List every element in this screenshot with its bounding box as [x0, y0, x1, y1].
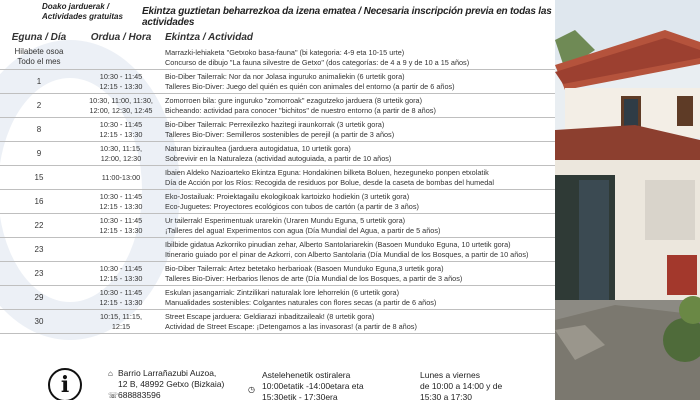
activity-line: Eskulan jasangarriak: Zintzilikari naturalak lore lehorrekin (6 urtetik gora)	[165, 288, 400, 297]
activity-line: Eco-Juguetes: Proyectores ecológicos con tubos de cartón (a partir de 3 años)	[165, 201, 419, 211]
table-row	[0, 94, 555, 118]
row-activity	[165, 168, 555, 187]
table-row	[0, 310, 555, 334]
schedule-es-line: 15:30 a 17:30	[420, 392, 472, 400]
table-row	[0, 190, 555, 214]
table-row	[0, 214, 555, 238]
table-row	[0, 286, 555, 310]
schedule-eu-line: 15:30etik - 17:30era	[262, 392, 338, 400]
row-day: 2	[36, 101, 42, 110]
row-activity	[165, 240, 555, 259]
activity-line: Eko-Jostailuak: Proiektagailu ekologikoak kartoizko hodiekin (3 urtetik gora)	[165, 192, 410, 201]
row-time: 10:30 - 11:45 12:15 - 13:30	[99, 120, 143, 139]
table-row	[0, 70, 555, 94]
activity-line: Ur tailerrak! Esperimentuak urarekin (Uraren Mundu Eguna, 5 urtetik gora)	[165, 216, 406, 225]
schedule-es-line: Lunes a viernes	[420, 370, 481, 380]
row-day: 23	[34, 245, 44, 254]
address-street: Barrio Larrañazubi Auzoa,	[118, 368, 217, 378]
row-activity	[165, 216, 555, 235]
registration-headline: Ekintza guztietan beharrezkoa da izena ematea / Necesaria inscripción previa en todas las actividades	[142, 6, 552, 28]
row-time: 10:30, 11:00, 11:30, 12:00, 12:30, 12:45	[89, 96, 153, 115]
activity-line: Bicheando: actividad para conocer "bichitos" de nuestro entorno (a partir de 8 años)	[165, 105, 436, 115]
activity-line: Bio-Diber Tailerrak: Perrexilezko hazitegi iraunkorrak (3 urtetik gora)	[165, 120, 385, 129]
building-photo-illustration	[555, 0, 700, 400]
building-photo	[555, 0, 700, 400]
row-time: 10:30 - 11:45 12:15 - 13:30	[99, 216, 143, 235]
row-time: 10:15, 11:15, 12:15	[99, 312, 143, 331]
activity-line: Talleres Bio-Diver: Semilleros sostenibles de perejil (a partir de 3 años)	[165, 129, 395, 139]
row-time: 10:30, 11:15, 12:00, 12:30	[99, 144, 143, 163]
row-activity	[165, 96, 555, 115]
activity-line: Sobrevivir en la Naturaleza (actividad autoguiada, a partir de 10 años)	[165, 153, 392, 163]
table-row	[0, 262, 555, 286]
info-icon: i	[48, 368, 82, 400]
table-row	[0, 238, 555, 262]
schedule-es	[420, 370, 502, 400]
table-row	[0, 118, 555, 142]
schedule-es-line: de 10:00 a 14:00 y de	[420, 381, 503, 391]
address-city: 12 B, 48992 Getxo (Bizkaia)	[118, 379, 225, 389]
activity-line: ¡Talleres del agua! Experimentos con agua (Día Mundial del Agua, a partir de 5 años)	[165, 225, 441, 235]
home-icon: ⌂	[108, 369, 113, 378]
activity-line: Bio-Diber Tailerrak: Artez betetako herbarioak (Basoen Munduko Eguna,3 urtetik gora)	[165, 264, 444, 273]
row-time: 10:30 - 11:45 12:15 - 13:30	[99, 288, 143, 307]
row-day: 15	[34, 173, 44, 182]
row-time: 11:00-13:00	[101, 173, 141, 182]
note-line-2: Actividades gratuitas	[42, 12, 123, 21]
row-activity	[165, 144, 555, 163]
table-row	[0, 166, 555, 190]
column-day: Eguna / Día	[11, 32, 67, 43]
row-day: 22	[34, 221, 44, 230]
activity-line: Marrazki-lehiaketa "Getxoko basa-fauna" (bi kategoria: 4-9 eta 10-15 urte)	[165, 48, 405, 57]
activity-line: Street Escape jarduera: Geldiarazi inbaditzaileak! (8 urtetik gora)	[165, 312, 375, 321]
column-activity: Ekintza / Actividad	[165, 32, 253, 43]
activity-line: Concurso de dibujo "La fauna silvestre de Getxo" (dos categorías: de 4 a 9 y de 10 a 15 años)	[165, 57, 470, 67]
phone-number[interactable]: 688883596	[118, 390, 161, 400]
activity-line: Bio-Diber Tailerrak: Nor da nor Jolasa inguruko animaliekin (6 urtetik gora)	[165, 72, 405, 81]
schedule-eu	[248, 370, 364, 400]
activity-line: Actividad de Street Escape: ¡Detengamos a las invasoras! (a partir de 8 años)	[165, 321, 417, 331]
row-activity	[165, 288, 555, 307]
activity-line: Naturan biziraultea (jarduera autogidatua, 10 urtetik gora)	[165, 144, 351, 153]
activity-line: Día de Acción por los Ríos: Recogida de residuos por Bolue, desde la caseta de bombas del humedal	[165, 177, 494, 187]
row-day: 30	[34, 317, 44, 326]
row-time: 10:30 - 11:45 12:15 - 13:30	[99, 72, 143, 91]
row-day: 8	[36, 125, 42, 134]
row-day: 29	[34, 293, 44, 302]
row-day: Hilabete osoa Todo el mes	[14, 47, 64, 66]
address-block	[108, 368, 224, 400]
activity-line: Ibaien Aldeko Nazioarteko Ekintza Eguna: Hondakinen bilketa Boluen, hezegunekо ponpen etxolatik	[165, 168, 489, 177]
activity-line: Manualidades sostenibles: Colgantes naturales con flores secas (a partir de 6 años)	[165, 297, 437, 307]
row-day: 9	[36, 149, 42, 158]
row-time: 10:30 - 11:45 12:15 - 13:30	[99, 192, 143, 211]
row-activity	[165, 192, 555, 211]
activity-line: Zomorroen bila: gure inguruko "zomorroak" ezagutzeko jarduera (8 urtetik gora)	[165, 96, 423, 105]
address-line	[108, 368, 224, 379]
schedule-eu-line: Astelehenetik ostiralera	[262, 370, 351, 380]
row-day: 23	[34, 269, 44, 278]
phone-line[interactable]	[108, 390, 224, 400]
contact-footer	[0, 360, 555, 400]
row-activity	[165, 72, 555, 91]
row-activity	[165, 120, 555, 139]
phone-icon: ☏	[108, 391, 119, 400]
schedule-eu-line: 10:00etatik -14:00etara eta	[262, 381, 364, 391]
row-activity	[165, 312, 555, 331]
clock-icon: ◷	[248, 385, 255, 394]
free-activities-note	[42, 2, 123, 22]
column-time: Ordua / Hora	[90, 32, 152, 43]
row-time: 10:30 - 11:45 12:15 - 13:30	[99, 264, 143, 283]
row-day: 16	[34, 197, 44, 206]
activity-line: Ibilbide gidatua Azkorriko pinudian zehar, Alberto Santolariarekin (Basoen Munduko Eguna, 10 urtetik gora)	[165, 240, 511, 249]
row-day: 1	[36, 77, 42, 86]
activity-line: Talleres Bio-Diver: Juego del quién es quién con animales del entorno (a partir de 6 años)	[165, 81, 455, 91]
activity-line: Talleres Bio-Diver: Herbarios llenos de arte (Día Mundial de los Bosques, a partir de 3 años)	[165, 273, 463, 283]
table-header	[0, 30, 555, 46]
activity-table	[0, 46, 555, 334]
row-activity	[165, 264, 555, 283]
activity-line: Itinerario guiado por el pinar de Azkorri, con Alberto Santolaria (Día Mundial de los Bosques, a partir de 10 años)	[165, 249, 529, 259]
note-line-1: Doako jarduerak /	[42, 2, 110, 11]
table-row	[0, 46, 555, 70]
table-row	[0, 142, 555, 166]
address-line	[108, 379, 224, 390]
row-activity	[165, 48, 555, 67]
